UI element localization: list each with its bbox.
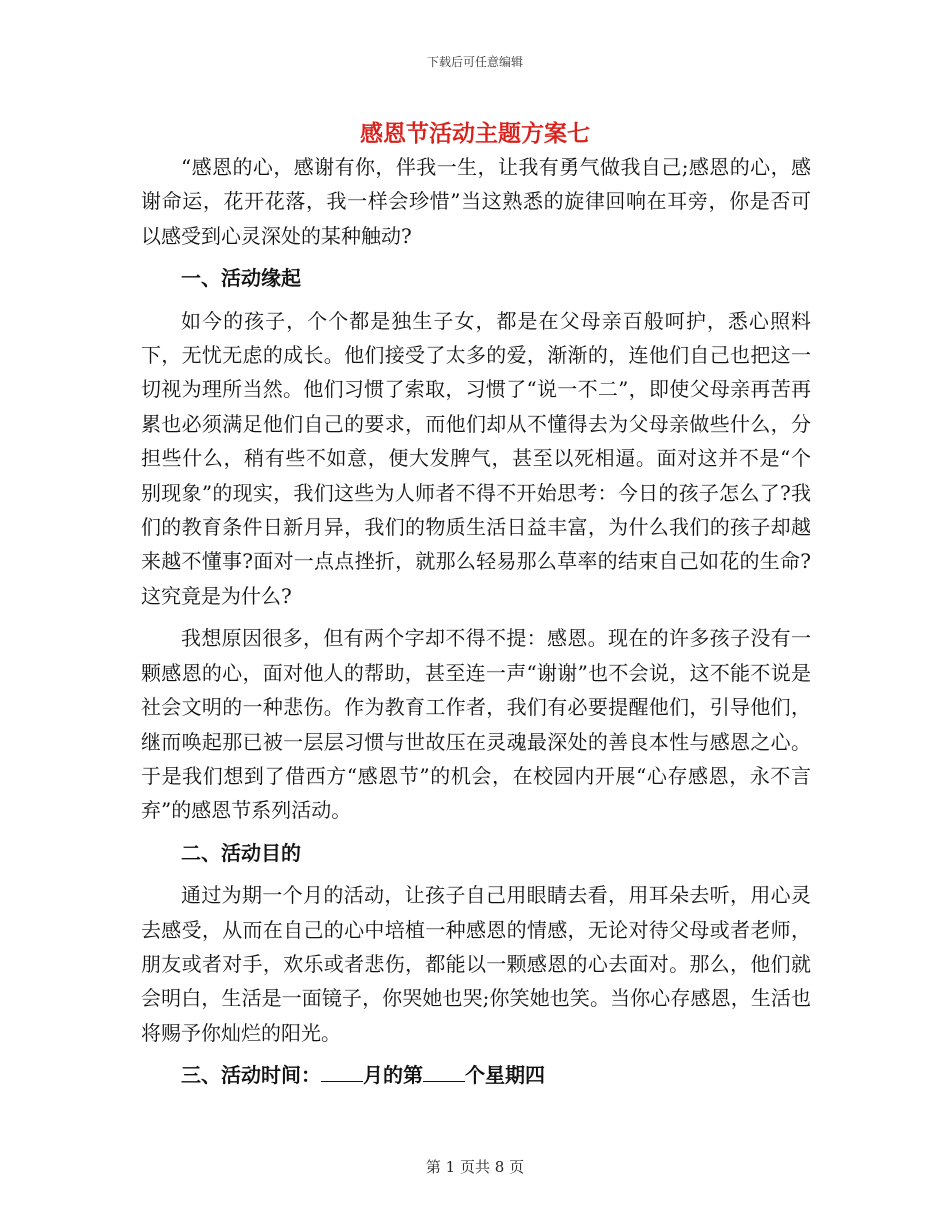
intro-paragraph: “感恩的心，感谢有你，伴我一生，让我有勇气做我自己;感恩的心，感谢命运，花开花落，我一样会珍惜”当这熟悉的旋律回响在耳旁，你是否可以感受到心灵深处的某种触动?	[141, 155, 811, 248]
section3-heading-part2: 月的第	[363, 1063, 423, 1088]
section3-heading-part3: 个星期四	[465, 1063, 545, 1088]
section2-heading: 二、活动目的	[181, 840, 301, 865]
header-note: 下载后可任意编辑	[426, 55, 523, 69]
page-footer: 第 1 页共 8 页	[425, 1158, 525, 1176]
blank-underline-2	[423, 1063, 465, 1082]
section3-heading	[141, 1058, 811, 1092]
document-body	[141, 150, 811, 1093]
blank-underline-1	[321, 1063, 363, 1082]
section2-paragraph-1: 通过为期一个月的活动，让孩子自己用眼睛去看，用耳朵去听，用心灵去感受，从而在自己的心中培植一种感恩的情感，无论对待父母或者老师，朋友或者对手，欢乐或者悲伤，都能以一颗感恩的心去面对。那么，他们就会明白，生活是一面镜子，你哭她也哭;你笑她也笑。当你心存感恩，生活也将赐予你灿烂的阳光。	[141, 883, 811, 1045]
section1-heading: 一、活动缘起	[181, 266, 301, 291]
page-title: 感恩节活动主题方案七	[360, 120, 590, 147]
section1-paragraph-2: 我想原因很多，但有两个字却不得不提：感恩。现在的许多孩子没有一颗感恩的心，面对他人的帮助，甚至连一声“谢谢”也不会说，这不能不说是社会文明的一种悲伤。作为教育工作者，我们有必要提醒他们，引导他们，继而唤起那已被一层层习惯与世故压在灵魂最深处的善良本性与感恩之心。于是我们想到了借西方“感恩节”的机会，在校园内开展“心存感恩，永不言弃”的感恩节系列活动。	[141, 626, 811, 823]
section1-paragraph-1: 如今的孩子，个个都是独生子女，都是在父母亲百般呵护，悉心照料下，无忧无虑的成长。他们接受了太多的爱，渐渐的，连他们自己也把这一切视为理所当然。他们习惯了索取，习惯了“说一不二”，即使父母亲再苦再累也必须满足他们自己的要求，而他们却从不懂得去为父母亲做些什么，分担些什么，稍有些不如意，便大发脾气，甚至以死相逼。面对这并不是“个别现象”的现实，我们这些为人师者不得不开始思考：今日的孩子怎么了?我们的教育条件日新月异，我们的物质生活日益丰富，为什么我们的孩子却越来越不懂事?面对一点点挫折，就那么轻易那么草率的结束自己如花的生命?这究竟是为什么?	[141, 308, 811, 608]
section3-heading-part1: 三、活动时间：	[181, 1063, 321, 1088]
